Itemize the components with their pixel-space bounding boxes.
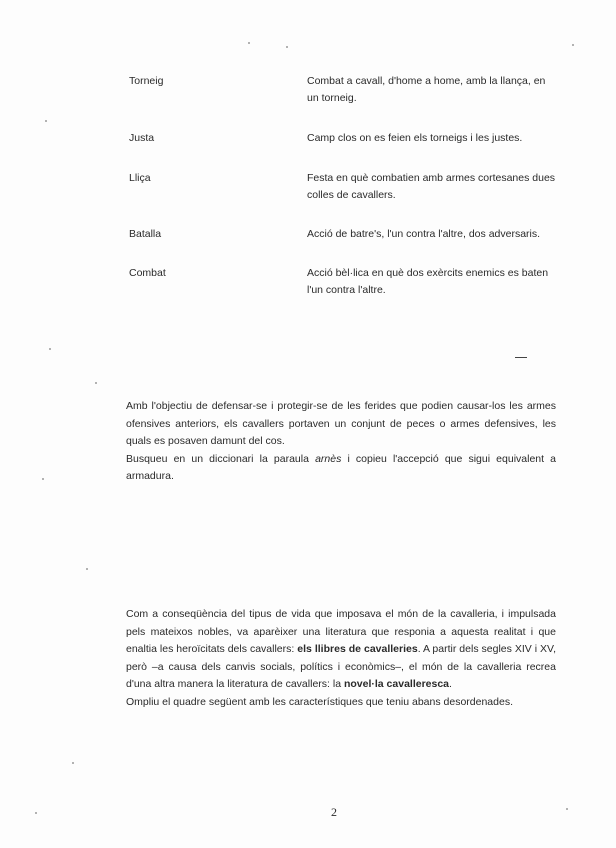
- fill-table-instruction: Ompliu el quadre següent amb les característiques que teniu abans desordenades.: [126, 695, 513, 708]
- dictionary-instruction-after: i copieu l'accepció que sigui equivalent a armadura.: [126, 452, 557, 483]
- scan-speck: [572, 44, 574, 46]
- glossary-definition: Festa en què combatien amb armes cortesanes dues colles de cavallers.: [307, 172, 556, 201]
- scan-speck: [35, 812, 37, 814]
- chivalry-text-part3: .: [449, 678, 452, 691]
- glossary-definition: Acció de batre's, l'un contra l'altre, dos adversaris.: [307, 228, 541, 240]
- scan-speck: [49, 348, 51, 350]
- glossary-term: Lliça: [129, 172, 151, 184]
- dictionary-instruction-before: Busqueu en un diccionari la paraula: [126, 452, 316, 465]
- glossary-term: Torneig: [129, 75, 164, 87]
- chivalry-text-part1: Com a conseqüència del tipus de vida que imposava el món de la cavalleria, i impulsada pels mateixos nobles, va aparèixer una literatura que responia a aquesta realitat i que enaltia les heroïcitats dels cavallers:: [126, 608, 556, 656]
- stray-dash-mark: [515, 357, 527, 358]
- chivalry-bold-term-2: novel·la cavalleresca: [343, 678, 450, 691]
- scan-speck: [72, 762, 74, 764]
- scan-speck: [95, 382, 97, 384]
- armour-paragraph: [126, 398, 556, 486]
- chivalry-bold-term-1: els llibres de cavalleries: [297, 643, 418, 656]
- glossary-term: Combat: [129, 267, 166, 279]
- glossary-definition: Combat a cavall, d'home a home, amb la llança, en un torneig.: [307, 75, 546, 104]
- page-number: 2: [331, 805, 337, 819]
- glossary-term: Batalla: [129, 228, 162, 240]
- scan-speck: [248, 42, 250, 44]
- glossary-definition: Camp clos on es feien els torneigs i les justes.: [307, 132, 523, 144]
- glossary-definition: Acció bèl·lica en què dos exèrcits enemics es baten l'un contra l'altre.: [307, 267, 549, 296]
- scan-speck: [286, 46, 288, 48]
- armour-paragraph-text: Amb l'objectiu de defensar-se i protegir-se de les ferides que podien causar-los les armes ofensives anteriors, els cavallers portaven un conjunt de peces o armes defensives, les quals es posaven damunt del cos.: [126, 400, 556, 448]
- dictionary-instruction-word: arnès: [315, 452, 342, 465]
- scan-speck: [45, 120, 47, 122]
- chivalry-literature-paragraph: [126, 606, 556, 712]
- scan-speck: [566, 808, 568, 810]
- glossary-term: Justa: [129, 132, 155, 144]
- scan-speck: [86, 568, 88, 570]
- scan-speck: [42, 478, 44, 480]
- chivalry-text-part2: . A partir dels segles XIV i XV, però –a causa dels canvis socials, polítics i econòmics–, el món de la cavalleria recrea d'una altra manera la literatura de cavallers: la: [126, 643, 557, 691]
